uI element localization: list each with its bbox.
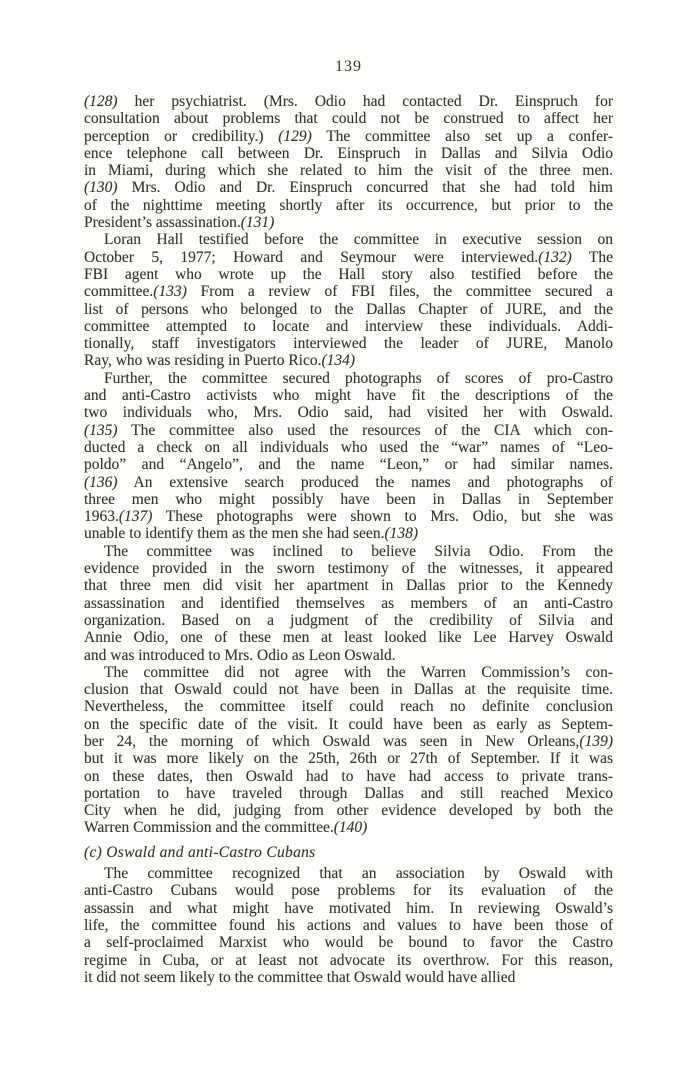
text-line: organization. Based on a judgment of the credibility of Silvia and [84, 611, 613, 629]
paragraph [84, 370, 613, 543]
text-line: assassin and what might have motivated him. In reviewing Oswald’s [84, 899, 613, 917]
text-line: that three men did visit her apartment in Dallas prior to the Kennedy [84, 577, 613, 595]
text-line: The committee was inclined to believe Silvia Odio. From the [104, 542, 613, 560]
text-line: poldo” and “Angelo”, and the name “Leon,” or had similar names. [84, 456, 613, 474]
text-line: tionally, staff investigators interviewed the leader of JURE, Manolo [84, 335, 613, 353]
text-line: The committee did not agree with the Warren Commission’s con- [104, 663, 613, 681]
page-content [84, 58, 613, 986]
text-line: ducted a check on all individuals who used the “war” names of “Leo- [84, 438, 613, 456]
text-line: evidence provided in the sworn testimony of the witnesses, it appeared [84, 560, 613, 578]
text-line: committee.(133) From a review of FBI files, the committee secured a [84, 283, 613, 301]
text-line: (136) An extensive search produced the names and photographs of [84, 473, 613, 491]
text-line: Warren Commission and the committee.(140) [84, 819, 368, 837]
text-line: assassination and identified themselves as members of an anti-Castro [84, 594, 613, 612]
text-line: Loran Hall testified before the committee in executive session on [104, 231, 613, 249]
text-line: but it was more likely on the 25th, 26th or 27th of September. If it was [84, 750, 613, 768]
text-line: regime in Cuba, or at least not advocate its overthrow. For this reason, [84, 951, 613, 969]
text-line: it did not seem likely to the committee that Oswald would have allied [84, 968, 516, 986]
text-line: Ray, who was residing in Puerto Rico.(134) [84, 352, 356, 370]
text-line: Annie Odio, one of these men at least looked like Lee Harvey Oswald [84, 629, 613, 647]
text-line: list of persons who belonged to the Dallas Chapter of JURE, and the [84, 300, 613, 318]
paragraph [84, 664, 613, 837]
paragraph [84, 865, 613, 986]
paragraph [84, 93, 613, 231]
text-line: FBI agent who wrote up the Hall story also testified before the [84, 265, 613, 283]
text-line: anti-Castro Cubans would pose problems for its evaluation of the [84, 882, 613, 900]
text-line: President’s assassination.(131) [84, 214, 275, 232]
text-line: ence telephone call between Dr. Einspruch in Dallas and Silvia Odio [84, 144, 613, 162]
text-line: a self-proclaimed Marxist who would be bound to favor the Castro [84, 934, 613, 952]
page-number: 139 [335, 58, 362, 75]
text-line: Nevertheless, the committee itself could reach no definite conclusion [84, 698, 613, 716]
text-line: consultation about problems that could not be construed to affect her [84, 110, 613, 128]
text-line: perception or credibility.) (129) The committee also set up a confer- [84, 127, 613, 145]
text-line: unable to identify them as the men she had seen.(138) [84, 525, 419, 543]
text-line: The committee recognized that an association by Oswald with [104, 865, 613, 883]
text-line: on these dates, then Oswald had to have had access to private trans- [84, 767, 613, 785]
paragraph [84, 231, 613, 369]
text-line: committee attempted to locate and interview these individuals. Addi- [84, 317, 613, 335]
text-line: (130) Mrs. Odio and Dr. Einspruch concurred that she had told him [84, 179, 613, 197]
text-line: two individuals who, Mrs. Odio said, had visited her with Oswald. [84, 404, 613, 422]
text-line: life, the committee found his actions and values to have been those of [84, 916, 613, 934]
text-line: and anti-Castro activists who might have fit the descriptions of the [84, 387, 613, 405]
text-line: (135) The committee also used the resources of the CIA which con- [84, 421, 613, 439]
text-line: in Miami, during which she related to him the visit of the three men. [84, 162, 613, 180]
text-line: three men who might possibly have been in Dallas in September [84, 490, 613, 508]
text-line: and was introduced to Mrs. Odio as Leon Oswald. [84, 646, 396, 664]
section-heading [84, 844, 613, 861]
text-line: 1963.(137) These photographs were shown to Mrs. Odio, but she was [84, 508, 613, 526]
text-line: ber 24, the morning of which Oswald was seen in New Orleans,(139) [84, 732, 613, 750]
page-text [84, 93, 613, 986]
text-line: (128) her psychiatrist. (Mrs. Odio had contacted Dr. Einspruch for [84, 93, 613, 110]
text-line: (c) Oswald and anti-Castro Cubans [84, 843, 316, 861]
paragraph [84, 543, 613, 664]
text-line: clusion that Oswald could not have been in Dallas at the requisite time. [84, 681, 613, 699]
text-line: of the nighttime meeting shortly after its occurrence, but prior to the [84, 196, 613, 214]
text-line: Further, the committee secured photographs of scores of pro-Castro [104, 369, 613, 387]
text-line: October 5, 1977; Howard and Seymour were interviewed.(132) The [84, 248, 613, 266]
text-line: City when he did, judging from other evidence developed by both the [84, 802, 613, 820]
text-line: on the specific date of the visit. It could have been as early as Septem- [84, 715, 613, 733]
text-line: portation to have traveled through Dallas and still reached Mexico [84, 784, 613, 802]
